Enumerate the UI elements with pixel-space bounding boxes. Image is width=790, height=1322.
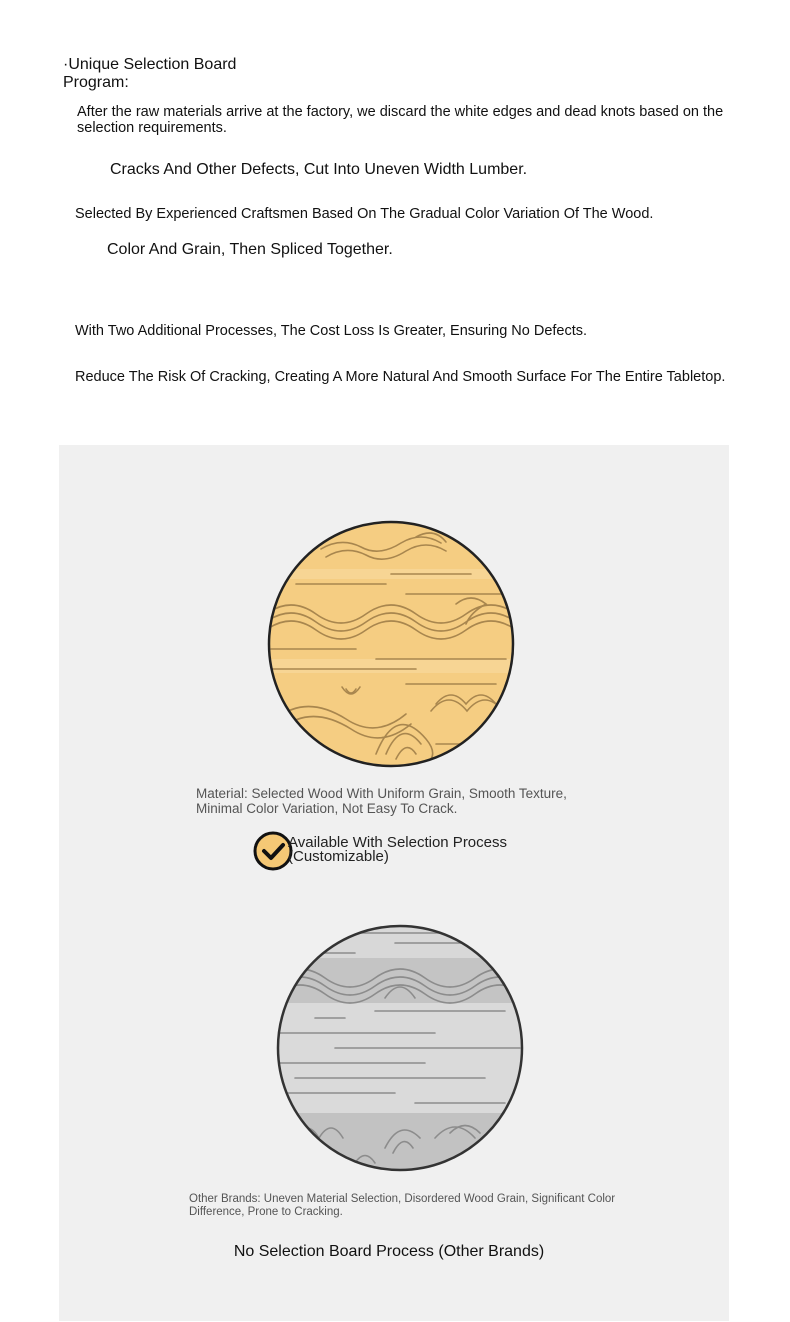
comparison-panel <box>59 445 729 1321</box>
intro-paragraph-6: Reduce The Risk Of Cracking, Creating A More Natural And Smooth Surface For The Entire Tabletop. <box>75 369 726 385</box>
selected-wood-caption: Material: Selected Wood With Uniform Grain, Smooth Texture, Minimal Color Variation, Not Easy To Crack. <box>196 786 567 816</box>
selection-process-label: Available With Selection Process (Customizable) <box>288 834 507 865</box>
intro-paragraph-3: Selected By Experienced Craftsmen Based On The Gradual Color Variation Of The Wood. <box>75 206 654 222</box>
wood-grain-gray-icon <box>275 923 525 1173</box>
section-heading: ·Unique Selection Board Program: <box>63 56 237 91</box>
intro-paragraph-2: Cracks And Other Defects, Cut Into Uneven Width Lumber. <box>110 161 528 178</box>
no-selection-label: No Selection Board Process (Other Brands) <box>233 1243 545 1260</box>
intro-paragraph-5: With Two Additional Processes, The Cost Loss Is Greater, Ensuring No Defects. <box>75 323 588 339</box>
wood-grain-yellow-icon <box>266 519 516 769</box>
intro-paragraph-1: After the raw materials arrive at the factory, we discard the white edges and dead knots based on the selection requirements. <box>77 104 724 136</box>
intro-paragraph-4: Color And Grain, Then Spliced Together. <box>107 241 393 258</box>
other-brands-caption: Other Brands: Uneven Material Selection, Disordered Wood Grain, Significant Color Difference, Prone to Cracking. <box>189 1193 616 1218</box>
